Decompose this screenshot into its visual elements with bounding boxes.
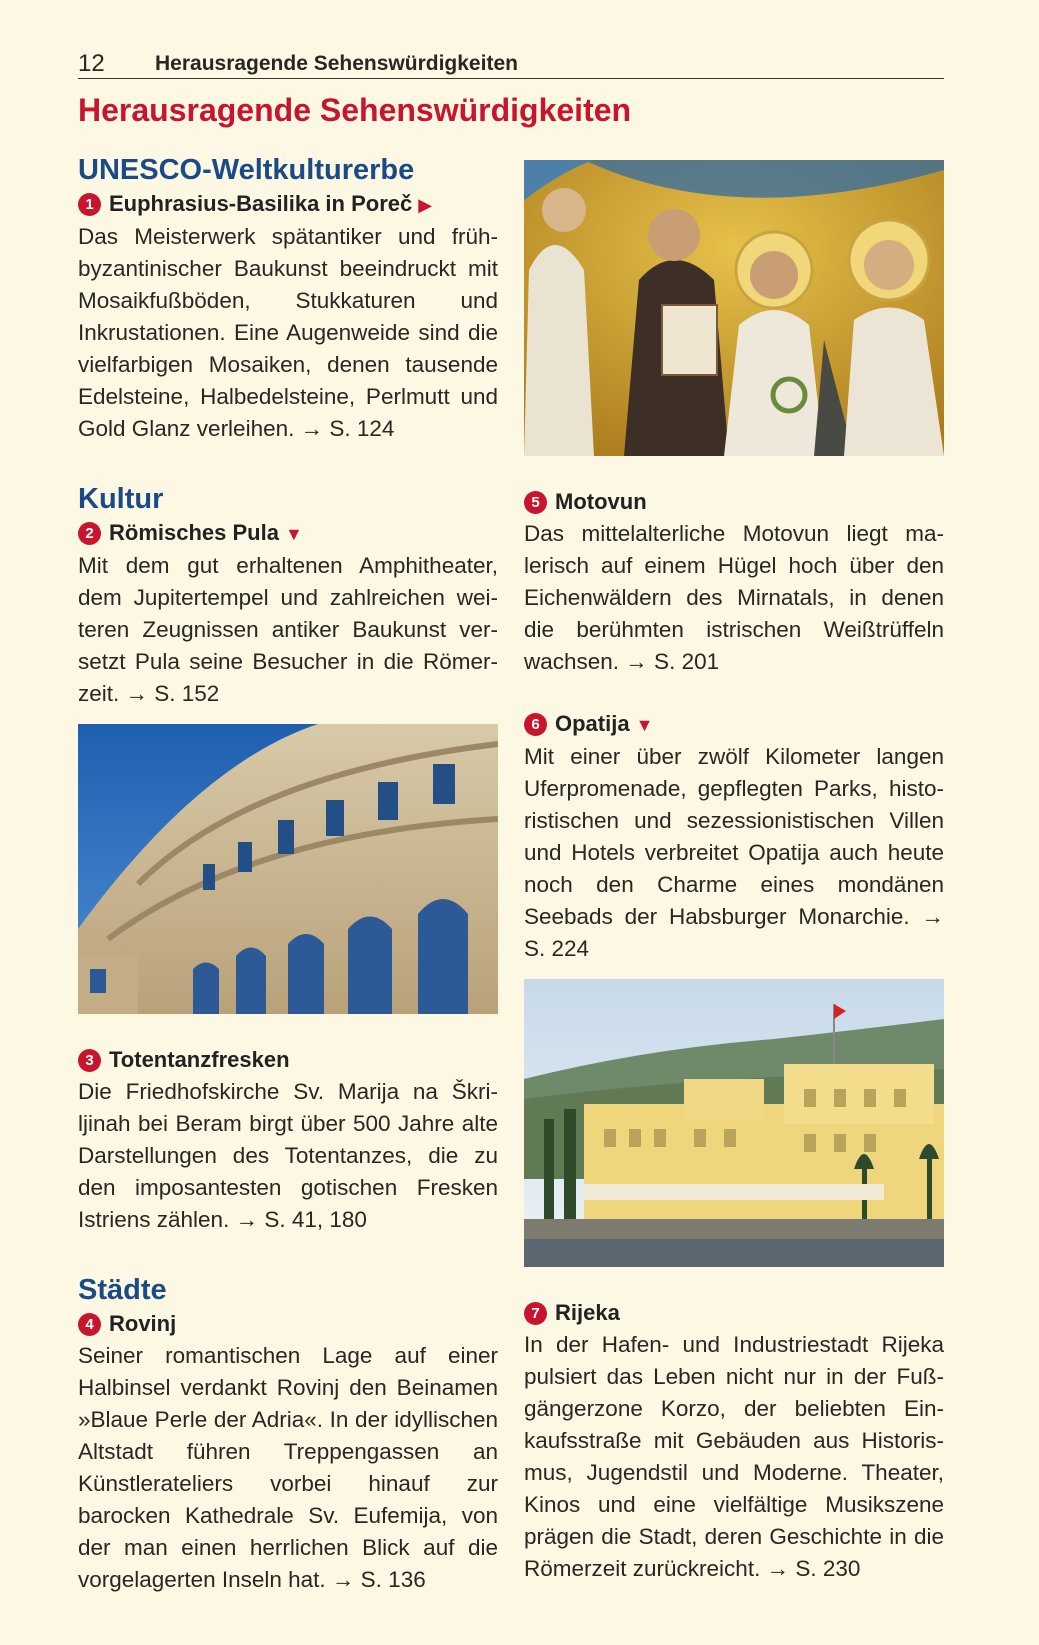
section-heading-staedte: Städte (78, 1274, 167, 1306)
item-3 (78, 1044, 498, 1236)
page-title: Herausragende Sehenswürdigkeiten (78, 92, 632, 128)
section-heading-unesco: UNESCO-Weltkulturerbe (78, 154, 415, 186)
item-4 (78, 1308, 498, 1596)
item-7 (524, 1297, 944, 1585)
item-title-5: Motovun (555, 489, 647, 514)
number-badge-3: 3 (78, 1049, 101, 1072)
number-badge-6: 6 (524, 713, 547, 736)
number-badge-4: 4 (78, 1313, 101, 1336)
item-6 (524, 708, 944, 965)
item-text-6: Mit einer über zwölf Kilometer langen Uferpromenade, gepflegten Parks, historistischen und sezessionistischen Villen und Hotels verbreitet Opatija auch heute noch den Charme eines mondänen Seebads der Habsburger Monarchie. → S. 224 (524, 744, 944, 961)
number-badge-5: 5 (524, 491, 547, 514)
photo-hotel-opatija (524, 979, 944, 1267)
item-title-2: Römisches Pula (109, 520, 279, 545)
arrow-right-icon: ▶ (418, 195, 433, 215)
item-text-2: Mit dem gut erhaltenen Amphitheater, dem Jupitertempel und zahlreichen weiteren Zeugnissen antiker Baukunst versetzt Pula seine Besucher in die Römerzeit. → S. 152 (78, 553, 498, 706)
right-column (524, 160, 944, 1585)
left-column (78, 152, 498, 1596)
item-2 (78, 517, 498, 710)
item-text-3: Die Friedhofskirche Sv. Marija na Škriljinah bei Beram birgt über 500 Jahre alte Darstellungen des Totentanzes, die zu den imposantesten gotischen Fresken Istriens zählen. → S. 41, 180 (78, 1079, 498, 1232)
item-text-7: In der Hafen- und Industriestadt Rijeka pulsiert das Leben nicht nur in der Fußgängerzone Korzo, der beliebten Einkaufsstraße mit Gebäuden aus Historismus, Jugendstil und Moderne. Theater, Kinos und eine vielfältige Musikszene prägen die Stadt, deren Geschichte in die Römerzeit zurückreicht. → S. 230 (524, 1332, 944, 1581)
running-header (78, 50, 944, 79)
section-heading-kultur: Kultur (78, 483, 164, 515)
number-badge-2: 2 (78, 522, 101, 545)
number-badge-7: 7 (524, 1302, 547, 1325)
item-title-6: Opatija (555, 711, 630, 736)
number-badge-1: 1 (78, 193, 101, 216)
arrow-down-icon: ▼ (284, 524, 303, 544)
item-title-7: Rijeka (555, 1300, 620, 1325)
item-text-5: Das mittelalterliche Motovun liegt malerisch auf einem Hügel hoch über den Eichenwäldern des Mirnatals, in denen die berühmten istrischen Weißtrüffeln wachsen. → S. 201 (524, 521, 944, 674)
item-title-1: Euphrasius-Basilika in Poreč (109, 191, 413, 216)
item-5 (524, 486, 944, 678)
item-text-4: Seiner romantischen Lage auf einer Halbinsel verdankt Rovinj den Beinamen »Blaue Perle der Adria«. In der idyllischen Altstadt führen Treppengassen an Künstlerateliers vorbei hinauf zur barocken Kathedrale Sv. Eufemija, von der man einen herrlichen Blick auf die vorgelagerten Inseln hat. → S. 136 (78, 1343, 498, 1592)
item-title-4: Rovinj (109, 1311, 177, 1336)
photo-mosaic-basilica (524, 160, 944, 456)
item-1 (78, 188, 498, 445)
running-title: Herausragende Sehenswürdigkeiten (155, 52, 518, 75)
item-text-1: Das Meisterwerk spätantiker und frühbyzantinischer Baukunst beeindruckt mit Mosaikfußböden, Stukkaturen und Inkrustationen. Eine Augenweide sind die vielfarbigen Mosaiken, denen tausende Edelsteine, Halbedelsteine, Perlmutt und Gold Glanz verleihen. → S. 124 (78, 224, 498, 441)
arrow-down-icon: ▼ (635, 715, 654, 735)
page-number: 12 (78, 50, 105, 77)
item-title-3: Totentanzfresken (109, 1047, 290, 1072)
photo-amphitheater-pula (78, 724, 498, 1014)
